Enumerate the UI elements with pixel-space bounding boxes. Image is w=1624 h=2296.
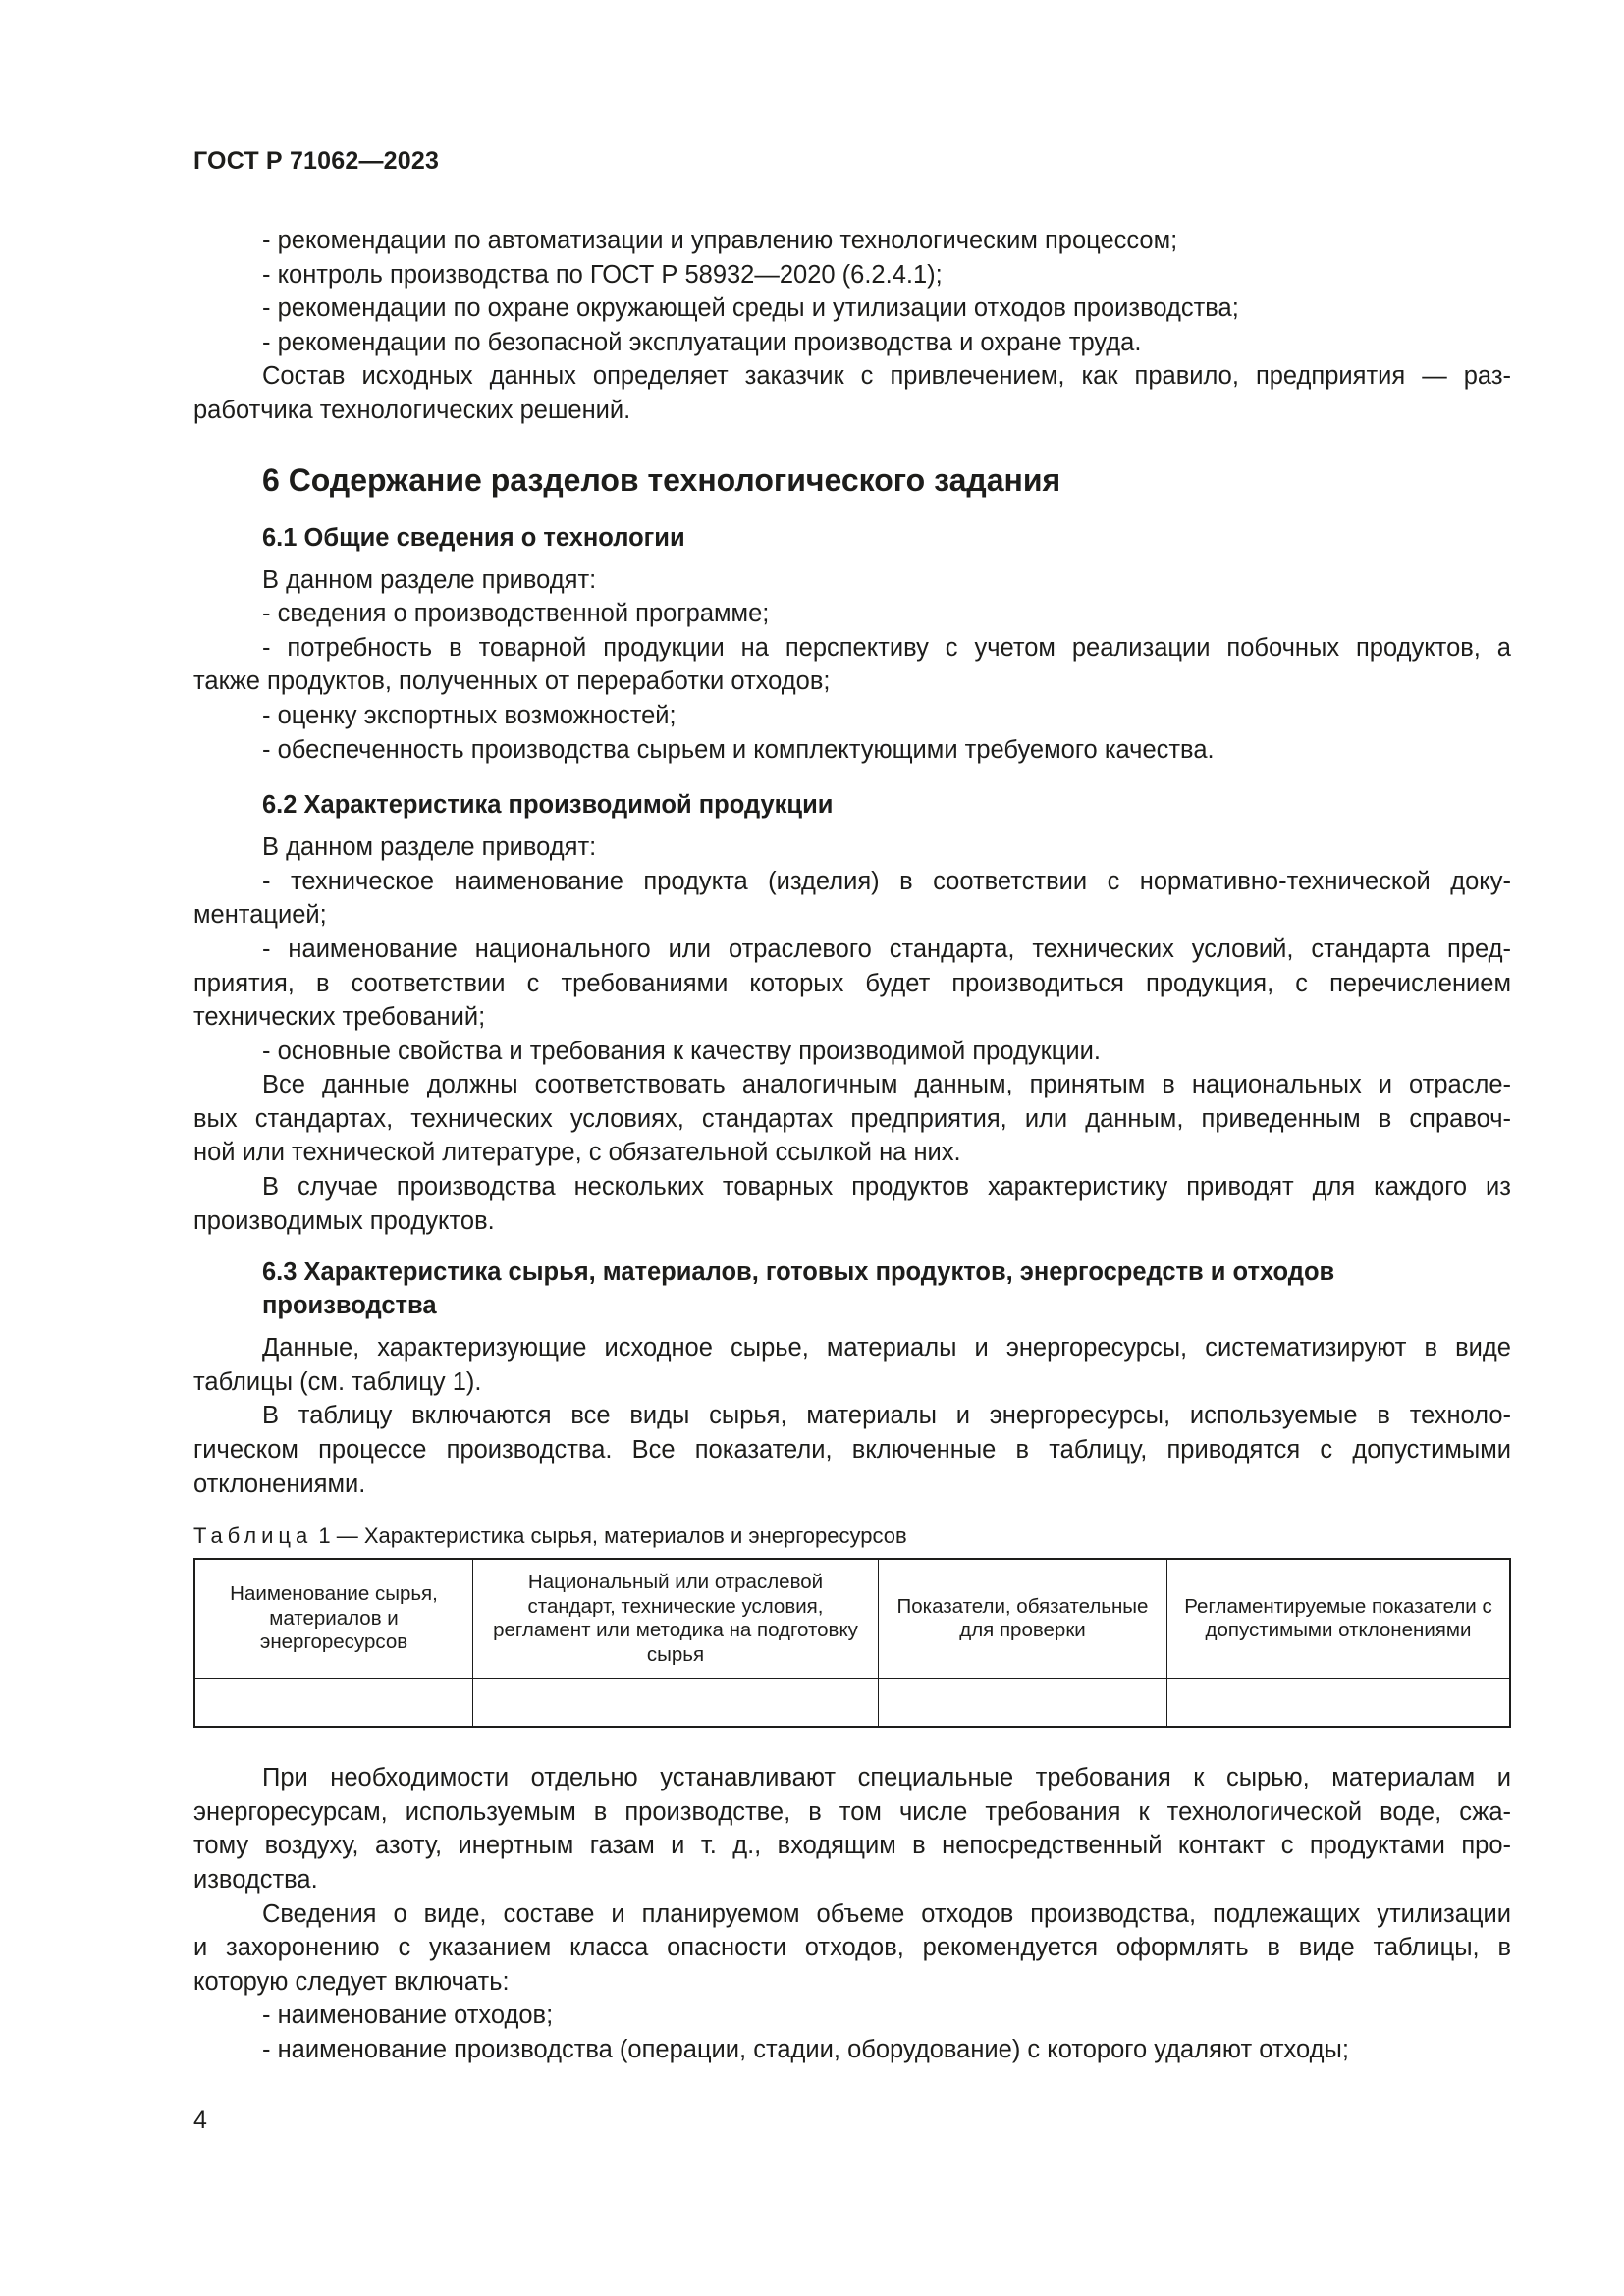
table-header-cell: Наименование сырья, материалов и энергоресурсов — [194, 1559, 473, 1679]
list-item: - рекомендации по безопасной эксплуатации производства и охране труда. — [262, 328, 1142, 356]
page-number: 4 — [193, 2107, 207, 2134]
table-caption — [193, 1522, 1511, 1550]
paragraph-line: энергоресурсам, используемым в производстве, в том числе требования к технологической воде, сжа- — [193, 1797, 1511, 1826]
list-item: - основные свойства и требования к качеству производимой продукции. — [262, 1037, 1101, 1065]
paragraph-line: которую следует включать: — [193, 1967, 510, 1996]
paragraph-line: Данные, характеризующие исходное сырье, материалы и энергоресурсы, систематизируют в виде — [262, 1334, 1511, 1362]
paragraph-line: отклонениями. — [193, 1469, 366, 1498]
heading-line: 6.3 Характеристика сырья, материалов, готовых продуктов, энергосредств и отходов — [262, 1258, 1335, 1287]
subsection-6-3-heading — [262, 1255, 1511, 1289]
list-item: - наименование национального или отраслевого стандарта, технических условий, стандарта пред- — [262, 934, 1511, 963]
list-item: - рекомендации по охране окружающей среды и утилизации отходов производства; — [262, 294, 1239, 323]
table-cell — [473, 1679, 879, 1728]
paragraph-line: производимых продуктов. — [193, 1206, 495, 1235]
section-6-heading: 6 Содержание разделов технологического задания — [262, 461, 1061, 498]
table-cell — [194, 1679, 473, 1728]
table-1 — [193, 1558, 1511, 1728]
heading-line: производства — [262, 1292, 437, 1320]
subsection-6-1-heading: 6.1 Общие сведения о технологии — [262, 523, 685, 552]
list-item: - сведения о производственной программе; — [262, 600, 770, 628]
table-header-cell: Национальный или отраслевой стандарт, технические условия, регламент или методика на подготовку сырья — [473, 1559, 879, 1679]
paragraph-line: вых стандартах, технических условиях, стандартах предприятия, или данным, приведенным в справоч- — [193, 1104, 1511, 1133]
subsection-6-3-heading-continuation — [262, 1289, 1511, 1322]
paragraph-line: При необходимости отдельно устанавливают специальные требования к сырью, материалам и — [262, 1764, 1511, 1792]
paragraph-line: В таблицу включаются все виды сырья, материалы и энергоресурсы, используемые в техноло- — [262, 1402, 1511, 1430]
list-item: - контроль производства по ГОСТ Р 58932—2020 (6.2.4.1); — [262, 260, 943, 289]
list-item-continuation: технических требований; — [193, 1003, 486, 1032]
paragraph-line: Состав исходных данных определяет заказчик с привлечением, как правило, предприятия — раз- — [262, 362, 1511, 391]
table-cell — [1167, 1679, 1511, 1728]
list-item: - потребность в товарной продукции на перспективу с учетом реализации побочных продуктов, а — [262, 633, 1511, 662]
subsection-6-2-heading: 6.2 Характеристика производимой продукции — [262, 791, 834, 820]
paragraph-line: В случае производства нескольких товарных продуктов характеристику приводят для каждого из — [262, 1173, 1511, 1201]
table-cell — [879, 1679, 1167, 1728]
paragraph-line: и захоронению с указанием класса опасности отходов, рекомендуется оформлять в виде таблицы, в — [193, 1934, 1511, 1962]
list-item: - наименование производства (операции, стадии, оборудование) с которого удаляют отходы; — [262, 2035, 1349, 2063]
list-item: - оценку экспортных возможностей; — [262, 701, 677, 729]
paragraph-line: таблицы (см. таблицу 1). — [193, 1367, 482, 1396]
list-item: - обеспеченность производства сырьем и комплектующими требуемого качества. — [262, 735, 1215, 764]
paragraph-line: Все данные должны соответствовать аналогичным данным, принятым в национальных и отрасле- — [262, 1071, 1511, 1099]
list-item-continuation: ментацией; — [193, 901, 327, 930]
table-header-cell: Регламентируемые показатели с допустимыми отклонениями — [1167, 1559, 1511, 1679]
table-row — [194, 1679, 1510, 1728]
table-caption-word: Таблица — [193, 1523, 313, 1549]
list-item: - техническое наименование продукта (изделия) в соответствии с нормативно-технической доку- — [262, 867, 1511, 895]
paragraph-line: изводства. — [193, 1866, 318, 1894]
table-caption-text: 1 — Характеристика сырья, материалов и энергоресурсов — [318, 1523, 907, 1549]
paragraph: В данном разделе приводят: — [262, 833, 597, 862]
list-item-continuation: также продуктов, полученных от переработки отходов; — [193, 667, 831, 696]
paragraph-line: работчика технологических решений. — [193, 396, 631, 424]
table-header-row — [194, 1559, 1510, 1679]
list-item: - наименование отходов; — [262, 2002, 554, 2030]
table-header-cell: Показатели, обязательные для проверки — [879, 1559, 1167, 1679]
paragraph-line: гическом процессе производства. Все показатели, включенные в таблицу, приводятся с допустимыми — [193, 1436, 1511, 1465]
document-header: ГОСТ Р 71062—2023 — [193, 147, 440, 175]
paragraph-line: Сведения о виде, составе и планируемом объеме отходов производства, подлежащих утилизации — [262, 1899, 1511, 1928]
paragraph: В данном разделе приводят: — [262, 565, 597, 594]
list-item-continuation: приятия, в соответствии с требованиями которых будет производиться продукция, с перечислением — [193, 969, 1511, 997]
page-content — [193, 224, 1511, 2067]
list-item: - рекомендации по автоматизации и управлению технологическим процессом; — [262, 227, 1178, 254]
paragraph-line: ной или технической литературе, с обязательной ссылкой на них. — [193, 1139, 961, 1167]
paragraph-line: тому воздуху, азоту, инертным газам и т. д., входящим в непосредственный контакт с продуктами про- — [193, 1832, 1511, 1860]
